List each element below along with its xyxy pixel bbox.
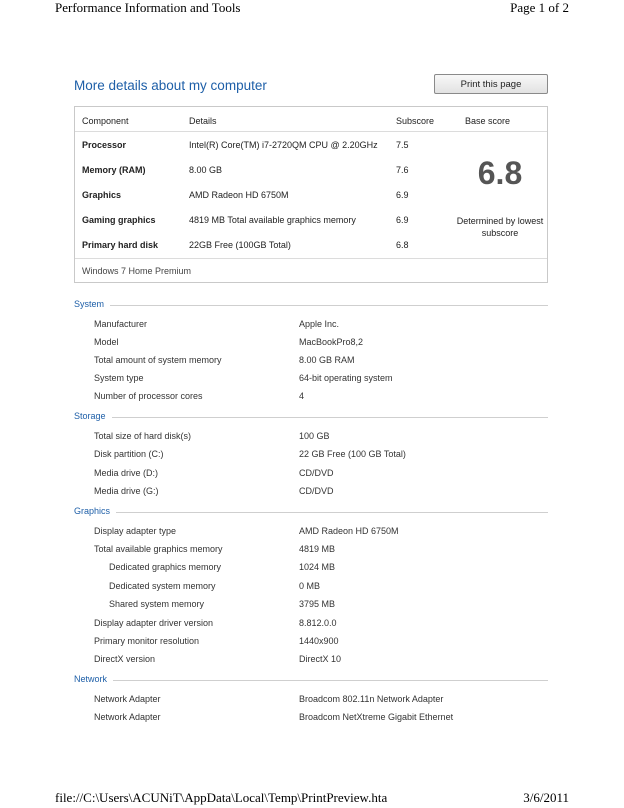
- print-footer-path: file://C:\Users\ACUNiT\AppData\Local\Temp\PrintPreview.hta: [55, 790, 388, 805]
- detail-row: [94, 562, 548, 574]
- detail-value: AMD Radeon HD 6750M: [299, 526, 399, 536]
- detail-label: Primary monitor resolution: [94, 636, 200, 646]
- section-system: [74, 299, 548, 311]
- section-title: Storage: [74, 411, 112, 421]
- component-name: Memory (RAM): [82, 165, 146, 175]
- score-row-hard-disk: [75, 240, 547, 254]
- section-title: Graphics: [74, 506, 116, 516]
- score-table: [74, 106, 548, 283]
- detail-label: DirectX version: [94, 654, 156, 664]
- section-title: System: [74, 299, 110, 309]
- header-base-score: Base score: [465, 116, 511, 126]
- base-score-note: Determined by lowest subscore: [456, 216, 544, 238]
- detail-row: [94, 618, 548, 630]
- detail-row: [94, 486, 548, 498]
- detail-label: Number of processor cores: [94, 391, 203, 401]
- detail-value: Broadcom NetXtreme Gigabit Ethernet: [299, 712, 454, 722]
- detail-value: 8.00 GB RAM: [299, 355, 355, 365]
- detail-value: 1440x900: [299, 636, 339, 646]
- detail-label: Total size of hard disk(s): [94, 431, 192, 441]
- section-divider: [74, 512, 548, 513]
- section-network: [74, 674, 548, 686]
- component-details: AMD Radeon HD 6750M: [189, 190, 289, 200]
- score-row-processor: [75, 140, 547, 154]
- component-name: Processor: [82, 140, 127, 150]
- page-title: More details about my computer: [74, 78, 267, 93]
- base-score-value: 6.8: [477, 155, 523, 191]
- detail-row: [94, 431, 548, 443]
- component-subscore: 7.5: [396, 140, 409, 150]
- detail-row: [94, 355, 548, 367]
- detail-value: Apple Inc.: [299, 319, 340, 329]
- detail-label: Manufacturer: [94, 319, 148, 329]
- component-details: 4819 MB Total available graphics memory: [189, 215, 356, 225]
- detail-label: Dedicated system memory: [109, 581, 216, 591]
- detail-value: 4819 MB: [299, 544, 336, 554]
- detail-row: [94, 712, 548, 724]
- detail-value: 1024 MB: [299, 562, 336, 572]
- component-details: 8.00 GB: [189, 165, 223, 175]
- header-divider: [75, 131, 547, 132]
- detail-label: Media drive (D:): [94, 468, 159, 478]
- detail-label: Total amount of system memory: [94, 355, 222, 365]
- detail-row: [94, 391, 548, 403]
- detail-row: [94, 319, 548, 331]
- print-footer-date: 3/6/2011: [523, 790, 569, 805]
- detail-row: [94, 544, 548, 556]
- detail-label: Display adapter driver version: [94, 618, 214, 628]
- detail-value: MacBookPro8,2: [299, 337, 364, 347]
- detail-label: Model: [94, 337, 119, 347]
- component-subscore: 7.6: [396, 165, 409, 175]
- detail-label: Total available graphics memory: [94, 544, 223, 554]
- section-divider: [74, 417, 548, 418]
- component-name: Gaming graphics: [82, 215, 156, 225]
- detail-row: [94, 526, 548, 538]
- detail-value: 3795 MB: [299, 599, 336, 609]
- section-divider: [74, 305, 548, 306]
- detail-value: 64-bit operating system: [299, 373, 393, 383]
- detail-value: Broadcom 802.11n Network Adapter: [299, 694, 444, 704]
- section-graphics: [74, 506, 548, 518]
- detail-label: Shared system memory: [109, 599, 205, 609]
- component-details: Intel(R) Core(TM) i7-2720QM CPU @ 2.20GHz: [189, 140, 378, 150]
- detail-label: Dedicated graphics memory: [109, 562, 222, 572]
- detail-label: Media drive (G:): [94, 486, 159, 496]
- print-header-page: Page 1 of 2: [510, 0, 569, 15]
- component-subscore: 6.9: [396, 190, 409, 200]
- detail-label: Disk partition (C:): [94, 449, 164, 459]
- component-name: Primary hard disk: [82, 240, 159, 250]
- detail-label: Network Adapter: [94, 712, 161, 722]
- header-component: Component: [82, 116, 129, 126]
- detail-row: [94, 468, 548, 480]
- detail-value: 0 MB: [299, 581, 321, 591]
- detail-row: [94, 654, 548, 666]
- detail-label: Network Adapter: [94, 694, 161, 704]
- detail-row: [94, 599, 548, 611]
- detail-row: [94, 581, 548, 593]
- component-subscore: 6.9: [396, 215, 409, 225]
- section-divider: [74, 680, 548, 681]
- section-storage: [74, 411, 548, 423]
- header-subscore: Subscore: [396, 116, 435, 126]
- detail-value: 100 GB: [299, 431, 330, 441]
- component-subscore: 6.8: [396, 240, 409, 250]
- detail-value: 4: [299, 391, 305, 401]
- windows-edition: Windows 7 Home Premium: [82, 266, 192, 276]
- detail-value: DirectX 10: [299, 654, 342, 664]
- detail-value: CD/DVD: [299, 486, 334, 496]
- header-details: Details: [189, 116, 217, 126]
- score-row-graphics: [75, 190, 547, 204]
- detail-label: System type: [94, 373, 144, 383]
- detail-row: [94, 694, 548, 706]
- print-page-button[interactable]: Print this page: [434, 74, 548, 94]
- detail-row: [94, 373, 548, 385]
- detail-label: Display adapter type: [94, 526, 177, 536]
- detail-row: [94, 636, 548, 648]
- component-name: Graphics: [82, 190, 122, 200]
- print-header-title: Performance Information and Tools: [55, 0, 241, 15]
- detail-value: 22 GB Free (100 GB Total): [299, 449, 406, 459]
- component-details: 22GB Free (100GB Total): [189, 240, 291, 250]
- detail-row: [94, 449, 548, 461]
- detail-value: CD/DVD: [299, 468, 334, 478]
- detail-row: [94, 337, 548, 349]
- table-footer-divider: [75, 258, 547, 259]
- section-title: Network: [74, 674, 113, 684]
- detail-value: 8.812.0.0: [299, 618, 337, 628]
